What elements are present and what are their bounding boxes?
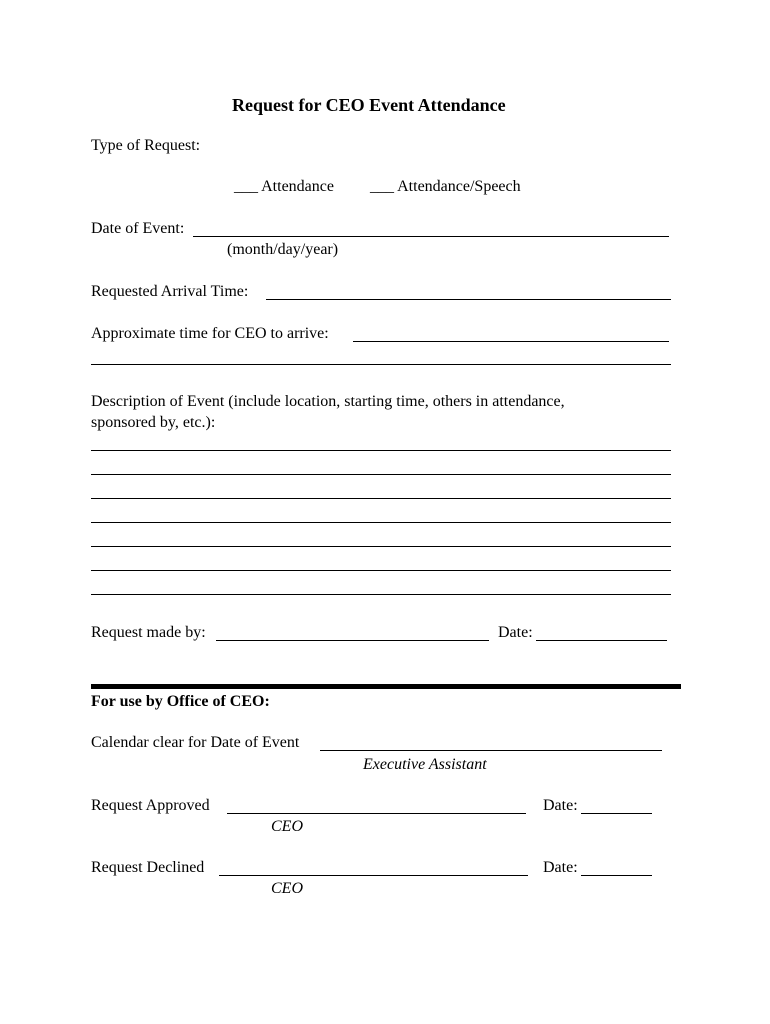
request-approved-signature-field[interactable] bbox=[227, 813, 526, 814]
request-declined-signature-field[interactable] bbox=[219, 875, 528, 876]
request-approved-label: Request Approved bbox=[91, 797, 210, 814]
option-attendance[interactable]: ___ Attendance bbox=[234, 178, 334, 195]
arrival-time-field[interactable] bbox=[266, 299, 671, 300]
request-date-label: Date: bbox=[498, 624, 533, 641]
description-label-line-2: sponsored by, etc.): bbox=[91, 414, 216, 431]
approved-date-field[interactable] bbox=[581, 813, 652, 814]
option-attendance-speech[interactable]: ___ Attendance/Speech bbox=[370, 178, 521, 195]
declined-ceo-caption: CEO bbox=[271, 880, 303, 897]
page-title: Request for CEO Event Attendance bbox=[232, 95, 506, 115]
office-section-heading: For use by Office of CEO: bbox=[91, 693, 270, 710]
section-divider bbox=[91, 684, 681, 689]
declined-date-label: Date: bbox=[543, 859, 578, 876]
date-of-event-field[interactable] bbox=[193, 236, 669, 237]
date-format-hint: (month/day/year) bbox=[227, 241, 339, 258]
approx-arrival-field-line-2[interactable] bbox=[91, 364, 671, 365]
approved-ceo-caption: CEO bbox=[271, 818, 303, 835]
declined-date-field[interactable] bbox=[581, 875, 652, 876]
request-made-by-label: Request made by: bbox=[91, 624, 206, 641]
arrival-time-label: Requested Arrival Time: bbox=[91, 283, 249, 300]
description-line[interactable] bbox=[91, 594, 671, 595]
description-line[interactable] bbox=[91, 450, 671, 451]
calendar-clear-label: Calendar clear for Date of Event bbox=[91, 734, 300, 751]
approx-arrival-field[interactable] bbox=[353, 341, 669, 342]
description-line[interactable] bbox=[91, 522, 671, 523]
approx-arrival-label: Approximate time for CEO to arrive: bbox=[91, 325, 329, 342]
description-line[interactable] bbox=[91, 546, 671, 547]
description-line[interactable] bbox=[91, 498, 671, 499]
approved-date-label: Date: bbox=[543, 797, 578, 814]
request-date-field[interactable] bbox=[536, 640, 667, 641]
calendar-clear-field[interactable] bbox=[320, 750, 662, 751]
description-label-line-1: Description of Event (include location, starting time, others in attendance, bbox=[91, 393, 565, 410]
description-line[interactable] bbox=[91, 570, 671, 571]
description-line[interactable] bbox=[91, 474, 671, 475]
type-of-request-label: Type of Request: bbox=[91, 137, 201, 154]
request-declined-label: Request Declined bbox=[91, 859, 205, 876]
executive-assistant-caption: Executive Assistant bbox=[363, 756, 487, 773]
date-of-event-label: Date of Event: bbox=[91, 220, 185, 237]
request-made-by-field[interactable] bbox=[216, 640, 489, 641]
